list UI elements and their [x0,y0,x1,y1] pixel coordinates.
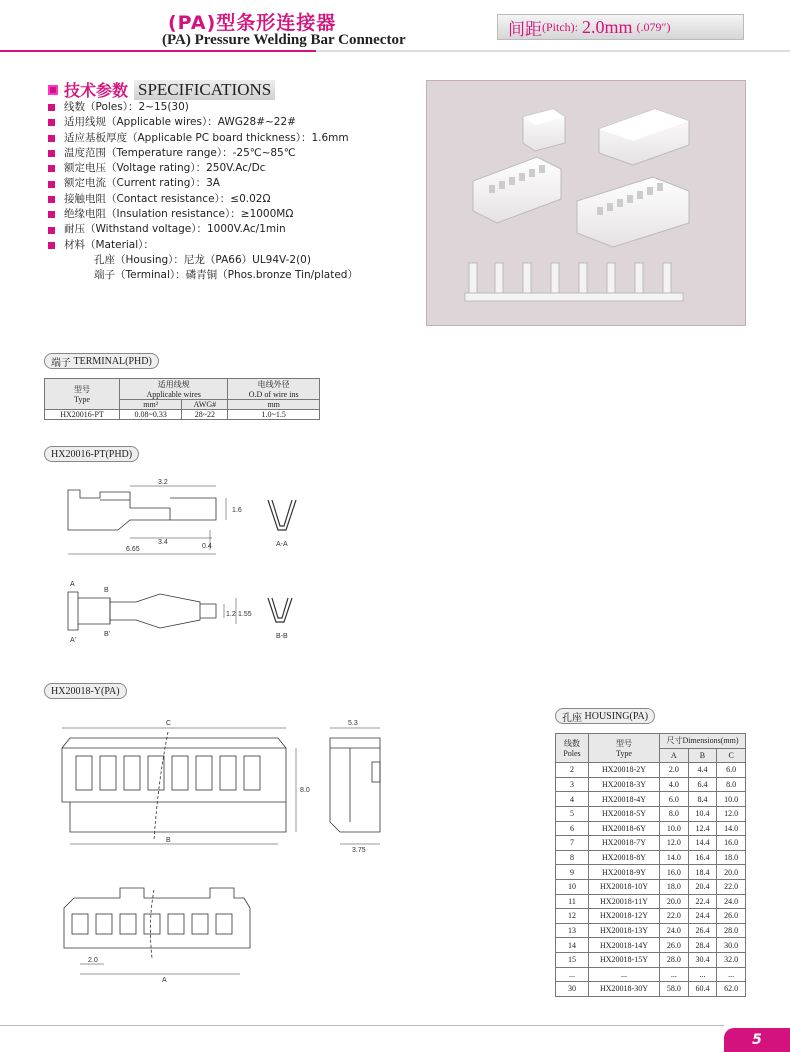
table-row: 11 HX20018-11Y 20.0 22.4 24.0 [556,894,746,909]
terminal-side-view [68,490,216,530]
marker-a: A [70,581,75,588]
terminal-table: 型号 Type 适用线规 Applicable wires 电线外径 O.D of wire ins mm² AWG# mm HX20016-PT 0.08~0.33 28~22 1.0~1.5 [44,378,320,420]
housing-bottom-view [64,888,250,958]
section-square-icon [48,85,58,95]
product-photo [426,80,746,326]
housing-front-view [62,732,286,840]
terminal-top-view [68,592,216,630]
receptacle-small-photo [473,157,561,223]
terminal-tag: 端子 TERMINAL(PHD) [44,353,159,369]
dim-8-0: 8.0 [300,787,310,794]
housing-drawing-tag: HX20018-Y(PA) [44,683,127,699]
bullet-icon [48,196,55,203]
bullet-icon [48,135,55,142]
housing-drawing [50,712,400,992]
bullet-icon [48,227,55,234]
spec-list [48,100,358,284]
spec-item: 额定电压（Voltage rating）：250V.Ac/Dc [48,161,358,176]
dim-1-2: 1.2 [226,611,236,618]
housing-table: 线数 Poles 型号 Type 尺寸Dimensions(mm) A B C 2 HX20018-2Y 2.0 4.4 6.0 3 HX20018-3Y 4.0 6.4 8.0 4 HX20018-4Y 6.0 8.4 10.0 5 HX20018-5Y 8.0 10.4 12.0 6 HX20018-6Y 10.0 12.4 14.0 7 HX20018-7Y 12.0 14.4 16.0 8 HX20018-8Y 14.0 16.4 18.0 9 HX20018-9Y 16.0 18.4 20.0 10 HX20018-10Y 18.0 20.4 22.0 11 HX20018-11Y 20.0 22.4 24.0 12 HX20018-12Y 22.0 24.4 26.0 13 HX20018-13Y 24.0 26.4 28.0 14 HX20018-14Y 26.0 28.4 30.0 15 HX20018-15Y 28.0 30.4 32.0 ... ... ... ... ... 30 HX20018-30Y 58.0 60.4 62.0 [555,733,746,997]
spec-subitem: 端子（Terminal）：磷青铜（Phos.bronze Tin/plated） [94,269,358,282]
marker-a-prime: A' [70,637,77,644]
spec-item: 额定电流（Current rating）：3A [48,176,358,191]
bullet-icon [48,181,55,188]
housing-large-photo [599,109,689,165]
spec-item: 材料（Material）： [48,238,358,253]
table-row: 12 HX20018-12Y 22.0 24.4 26.0 [556,909,746,924]
spec-item: 适用线规（Applicable wires）：AWG28#~22# [48,115,358,130]
section-a-a-label: A-A [276,541,288,548]
table-row: 13 HX20018-13Y 24.0 26.4 28.0 [556,923,746,938]
table-row: 8 HX20018-8Y 14.0 16.4 18.0 [556,850,746,865]
dim-1-6: 1.6 [232,507,242,514]
pitch-box: 间距 (Pitch): 2.0mm (.079″) [497,14,744,40]
section-a-a [268,500,296,530]
table-row: 9 HX20018-9Y 16.0 18.4 20.0 [556,865,746,880]
dim-a: A [162,977,167,984]
page-number: 5 [724,1028,790,1052]
dim-3-75: 3.75 [352,847,366,854]
terminal-strip-photo [465,263,683,301]
marker-b-prime: B' [104,631,111,638]
table-row: 4 HX20018-4Y 6.0 8.4 10.0 [556,792,746,807]
bullet-icon [48,150,55,157]
table-row: 7 HX20018-7Y 12.0 14.4 16.0 [556,836,746,851]
section-b-b-label: B-B [276,633,288,640]
table-row: 6 HX20018-6Y 10.0 12.4 14.0 [556,821,746,836]
spec-item: 绝缘电阻（Insulation resistance）：≥1000MΩ [48,207,358,222]
dim-0-4: 0.4 [202,543,212,550]
dim-1-55: 1.55 [238,611,252,618]
housing-side-view [330,738,380,832]
section-b-b [268,598,292,622]
dim-b: B [166,837,171,844]
title-cn: (PA)型条形连接器 [168,12,337,34]
dim-2-0: 2.0 [88,957,98,964]
terminal-drawing [40,470,340,650]
title-en: (PA) Pressure Welding Bar Connector [162,32,406,48]
bullet-icon [48,165,55,172]
footer-rule [0,1025,724,1026]
table-row: 10 HX20018-10Y 18.0 20.4 22.0 [556,879,746,894]
table-row: 30 HX20018-30Y 58.0 60.4 62.0 [556,982,746,997]
dim-6-65: 6.65 [126,546,140,553]
spec-item: 适应基板厚度（Applicable PC board thickness）：1.6mm [48,131,358,146]
table-row: HX20016-PT 0.08~0.33 28~22 1.0~1.5 [45,410,320,420]
dim-5-3: 5.3 [348,720,358,727]
bullet-icon [48,104,55,111]
spec-item: 温度范围（Temperature range）：-25℃~85℃ [48,146,358,161]
spec-item: 线数（Poles）：2~15(30) [48,100,358,115]
spec-subitem: 孔座（Housing）：尼龙（PA66）UL94V-2(0) [94,253,311,266]
table-row: 14 HX20018-14Y 26.0 28.4 30.0 [556,938,746,953]
header-rule [0,50,790,52]
marker-b: B [104,587,109,594]
dim-3-2: 3.2 [158,479,168,486]
housing-tag: 孔座 HOUSING(PA) [555,708,655,724]
table-row: 5 HX20018-5Y 8.0 10.4 12.0 [556,806,746,821]
spec-heading: 技术参数 SPECIFICATIONS [48,78,275,101]
table-row: ... ... ... ... ... [556,967,746,982]
spec-item: 耐压（Withstand voltage）：1000V.Ac/1min [48,222,358,237]
bullet-icon [48,119,55,126]
dim-c: C [166,720,172,727]
spec-item: 接触电阻（Contact resistance）：≤0.02Ω [48,192,358,207]
table-row: 2 HX20018-2Y 2.0 4.4 6.0 [556,763,746,778]
terminal-drawing-tag: HX20016-PT(PHD) [44,446,139,462]
receptacle-large-photo [577,177,689,247]
table-row: 3 HX20018-3Y 4.0 6.4 8.0 [556,777,746,792]
bullet-icon [48,211,55,218]
housing-small-photo [523,109,565,151]
dim-3-4: 3.4 [158,539,168,546]
table-row: 15 HX20018-15Y 28.0 30.4 32.0 [556,952,746,967]
bullet-icon [48,242,55,249]
